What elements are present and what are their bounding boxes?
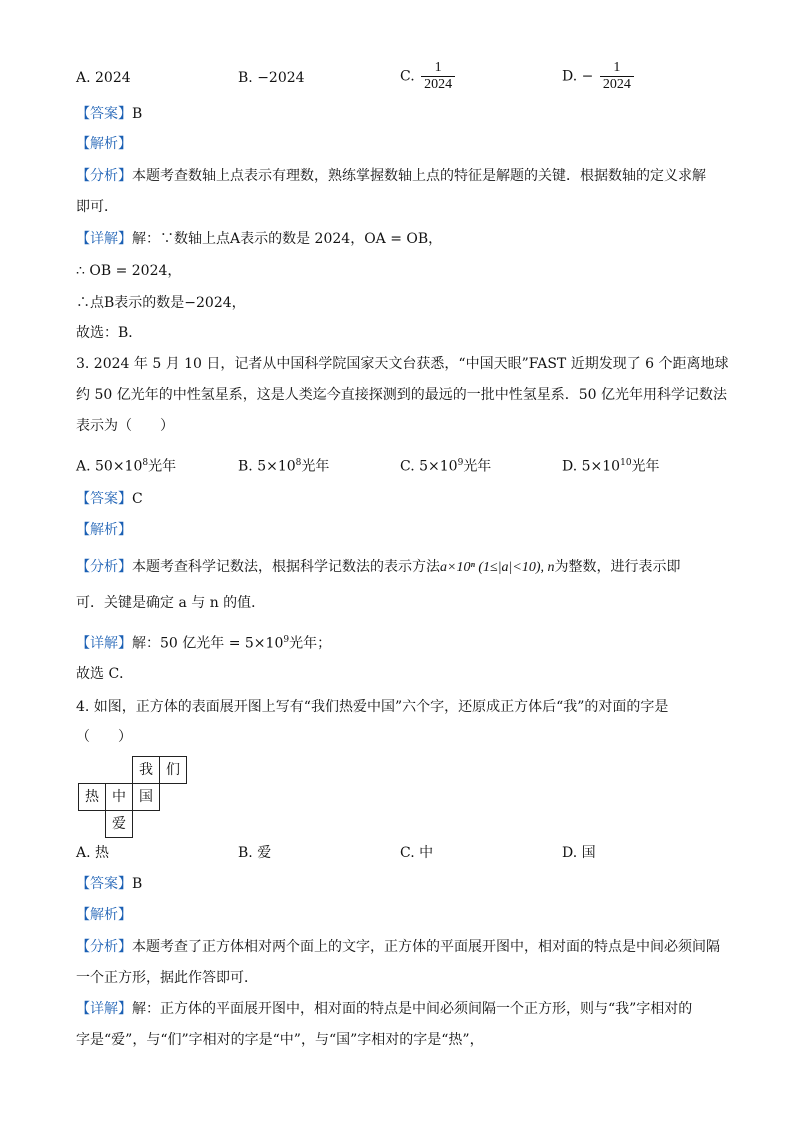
net-cell-guo: 国 [132,783,160,811]
option-unit: 光年 [148,458,177,475]
fraction-numerator: 1 [434,60,442,75]
q4-option-d [562,843,596,863]
option-letter: C. [400,68,415,85]
option-text: 热 [95,845,110,861]
option-exponent: 8 [142,458,149,468]
option-unit: 光年 [463,458,492,475]
option-text: 爱 [257,845,272,861]
option-letter: A. [76,458,91,475]
q4-option-b [238,843,271,863]
q3-option-c [400,453,491,477]
xiangjie-text: 解：∵数轴上点A表示的数是 2024，OA = OB， [132,231,443,247]
option-base: 5×10 [257,458,296,475]
xiangjie-text-cont: 字是“爱”，与“们”字相对的字是“中”，与“国”字相对的字是“热”， [76,1032,484,1048]
xiangjie-label: 【详解】 [76,231,132,247]
xiangjie-text: 解：正方体的平面展开图中，相对面的特点是中间必须间隔一个正方形，则与“我”字相对的 [132,1001,693,1017]
option-exponent: 10 [620,458,632,468]
answer-value: B [132,876,143,892]
option-base: 5×10 [419,458,458,475]
xiangjie-text: 光年； [289,635,332,652]
fenxi-text: 本题考查科学记数法，根据科学记数法的表示方法 [132,559,440,575]
analysis-heading: 【解析】 [76,907,132,923]
q2-fenxi [76,166,706,186]
fenxi-text: 本题考查了正方体相对两个面上的文字，正方体的平面展开图中，相对面的特点是中间必须间隔 [132,939,720,955]
net-cell-zhong: 中 [105,783,133,811]
q4-fenxi [76,937,720,957]
option-letter: D. [562,845,578,861]
q3-option-a [76,453,176,477]
fraction-numerator: 1 [613,60,621,75]
net-cell-ai: 爱 [105,810,133,838]
option-exponent: 8 [295,458,302,468]
fenxi-label: 【分析】 [76,559,132,575]
option-letter: B. [238,458,253,475]
fraction-denominator: 2024 [600,76,634,93]
solution-step: ∴点B表示的数是−2024， [76,295,246,311]
option-letter: A. [76,845,91,861]
option-exponent: 9 [457,458,464,468]
fenxi-text-cont: 一个正方形，据此作答即可． [76,970,258,986]
fenxi-label: 【分析】 [76,168,132,184]
cube-net-diagram [76,756,188,840]
solution-conclusion: 故选 C． [76,666,134,682]
q4-xiangjie [76,999,692,1019]
option-base: 50×10 [95,458,143,475]
option-letter: B. [238,845,253,861]
fraction-denominator: 2024 [421,76,455,93]
q4-stem-cont: （ ） [76,729,132,745]
q2-option-d [562,60,636,93]
answer-label: 【答案】 [76,106,132,122]
fenxi-text-cont: 即可． [76,199,118,215]
q3-answer [76,489,143,509]
analysis-heading: 【解析】 [76,522,132,538]
exponent: 9 [283,635,290,645]
option-letter: D. [562,68,578,85]
q3-option-d [562,453,660,477]
fraction [600,60,634,93]
option-letter: A. [76,70,91,86]
xiangjie-label: 【详解】 [76,635,132,652]
option-text: 国 [581,845,596,861]
option-text: 中 [419,845,434,861]
q4-answer [76,874,142,894]
fenxi-text: 为整数，进行表示即 [554,559,681,575]
q3-option-b [238,453,329,477]
net-cell-men: 们 [159,756,187,784]
answer-value: B [132,106,143,122]
q3-stem: 3. 2024 年 5 月 10 日，记者从中国科学院国家天文台获悉，“中国天眼”FAST 近期发现了 6 个距离地球 [76,356,729,372]
q3-fenxi [76,557,681,578]
minus-sign: − [581,68,594,85]
net-cell-re: 热 [78,783,106,811]
net-cell-wo: 我 [132,756,160,784]
option-letter: B. [238,70,253,86]
q2-option-a [76,68,131,88]
fraction [421,60,455,93]
option-unit: 光年 [301,458,330,475]
fenxi-text: 本题考查数轴上点表示有理数，熟练掌握数轴上点的特征是解题的关键．根据数轴的定义求解 [132,168,706,184]
solution-step: ∴ OB = 2024， [76,263,182,279]
option-unit: 光年 [631,458,660,475]
answer-value: C [132,491,143,507]
option-letter: C. [400,458,415,475]
xiangjie-text: 解：50 亿光年 = 5×10 [132,635,284,652]
option-text: 2024 [95,70,131,86]
q4-option-a [76,843,109,863]
q3-stem-cont: 约 50 亿光年的中性氢星系，这是人类迄今直接探测到的最远的一批中性氢星系．50 亿光年用科学记数法 [76,387,727,403]
option-letter: D. [562,458,578,475]
fenxi-label: 【分析】 [76,939,132,955]
answer-label: 【答案】 [76,491,132,507]
q2-option-c [400,60,457,93]
q2-xiangjie [76,229,442,249]
fenxi-text-cont: 可．关键是确定 a 与 n 的值． [76,595,266,611]
analysis-heading: 【解析】 [76,136,132,152]
option-base: 5×10 [581,458,621,475]
q2-option-b [238,68,305,88]
q2-answer [76,104,142,124]
q3-stem-cont: 表示为（ ） [76,418,174,434]
option-text: −2024 [257,70,305,86]
q4-option-c [400,843,433,863]
xiangjie-label: 【详解】 [76,1001,132,1017]
q4-stem: 4. 如图，正方体的表面展开图上写有“我们热爱中国”六个字，还原成正方体后“我”的对面的字是 [76,699,669,715]
q3-xiangjie [76,630,331,654]
option-letter: C. [400,845,415,861]
answer-label: 【答案】 [76,876,132,892]
formula: a×10ⁿ (1≤|a|<10), n [440,560,555,575]
solution-conclusion: 故选：B． [76,325,143,341]
